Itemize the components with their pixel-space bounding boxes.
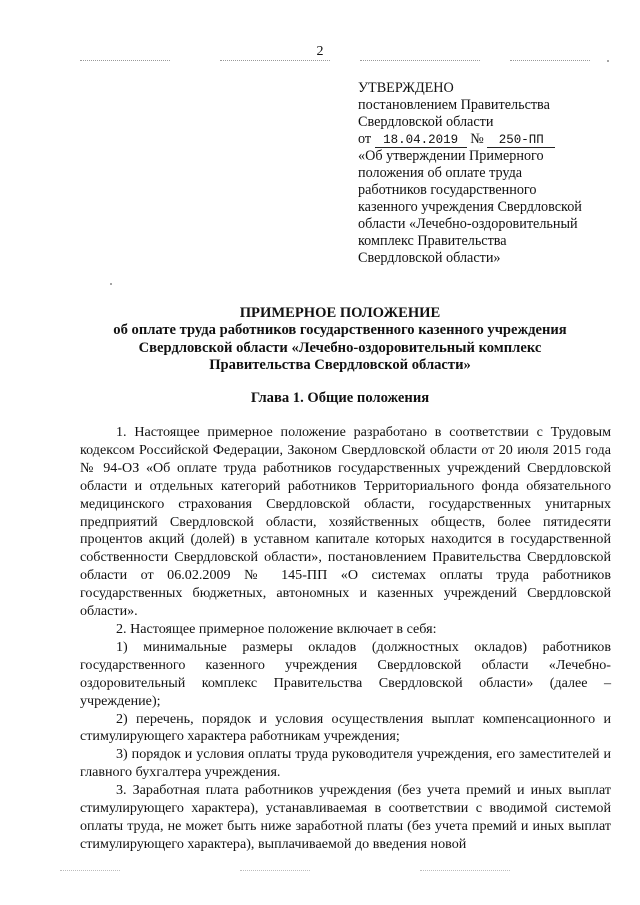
scan-speck bbox=[607, 60, 609, 62]
chapter-heading: Глава 1. Общие положения bbox=[250, 390, 430, 406]
approval-date: 18.04.2019 bbox=[375, 133, 467, 148]
approval-number: 250-ПП bbox=[487, 133, 555, 148]
title-line-3: Свердловской области «Лечебно-оздоровительный комплекс bbox=[138, 339, 542, 356]
approval-subject-line: комплекс Правительства bbox=[358, 233, 507, 249]
approval-subject-line: «Об утверждении Примерного bbox=[358, 148, 544, 164]
paragraph: 3. Заработная плата работников учреждения (без учета премий и иных выплат стимулирующего характера), устанавливаемая в соответствии с вводимой системой оплаты труда, не может быть ниже заработной платы (без учета премий и иных выплат стимулирующего характера), выплачиваемой до введения новой bbox=[80, 782, 611, 852]
title-line-1: ПРИМЕРНОЕ ПОЛОЖЕНИЕ bbox=[239, 305, 441, 321]
approval-subject-line: области «Лечебно-оздоровительный bbox=[358, 216, 578, 232]
number-prefix: № bbox=[470, 131, 484, 147]
paragraph: 3) порядок и условия оплаты труда руководителя учреждения, его заместителей и главного бухгалтера учреждения. bbox=[80, 746, 611, 781]
paragraph: 1. Настоящее примерное положение разработано в соответствии с Трудовым кодексом Российской Федерации, Законом Свердловской области от 20 июля 2015 года № 94-ОЗ «Об оплате труда работников государственных учреждений Свердловской области и отдельных категорий работников Территориального фонда обязательного медицинского страхования Свердловской области, государственных унитарных предприятий Свердловской области, хозяйственных обществ, более пятидесяти процентов акций (долей) в уставном капитале которых находится в государственной собственности Свердловской области», постановлением Правительства Свердловской области от 06.02.2009 № 145-ПП «О системах оплаты труда работников государственных бюджетных, автономных и казенных учреждений Свердловской области». bbox=[80, 424, 611, 620]
approval-subject-line: Свердловской области» bbox=[358, 250, 501, 266]
title-line-4: Правительства Свердловской области» bbox=[209, 357, 471, 374]
approval-stamp-block bbox=[358, 80, 618, 267]
scan-artifact-top bbox=[70, 60, 610, 64]
document-title bbox=[70, 305, 610, 375]
document-body bbox=[80, 424, 611, 854]
approval-line-1: постановлением Правительства bbox=[358, 97, 550, 113]
approval-line-2: Свердловской области bbox=[358, 114, 494, 130]
title-line-2: об оплате труда работников государственного казенного учреждения bbox=[113, 322, 567, 339]
approval-subject-line: казенного учреждения Свердловской bbox=[358, 199, 582, 215]
approval-date-line bbox=[358, 131, 618, 148]
page-number: 2 bbox=[316, 44, 324, 59]
paragraph: 2. Настоящее примерное положение включает в себя: bbox=[116, 620, 437, 637]
scan-speck bbox=[110, 283, 112, 285]
approval-subject-line: работников государственного bbox=[358, 182, 537, 198]
paragraph: 1) минимальные размеры окладов (должностных окладов) работников государственного казенного учреждения Свердловской области «Лечебно-оздоровительный комплекс Правительства Свердловской области» (далее – учреждение); bbox=[80, 638, 611, 709]
paragraph: 2) перечень, порядок и условия осуществления выплат компенсационного и стимулирующего характера работникам учреждения; bbox=[80, 710, 611, 745]
approval-subject-line: положения об оплате труда bbox=[358, 165, 523, 181]
date-prefix: от bbox=[358, 131, 372, 147]
approval-heading: УТВЕРЖДЕНО bbox=[358, 80, 454, 96]
scan-artifact-bottom bbox=[40, 870, 600, 874]
